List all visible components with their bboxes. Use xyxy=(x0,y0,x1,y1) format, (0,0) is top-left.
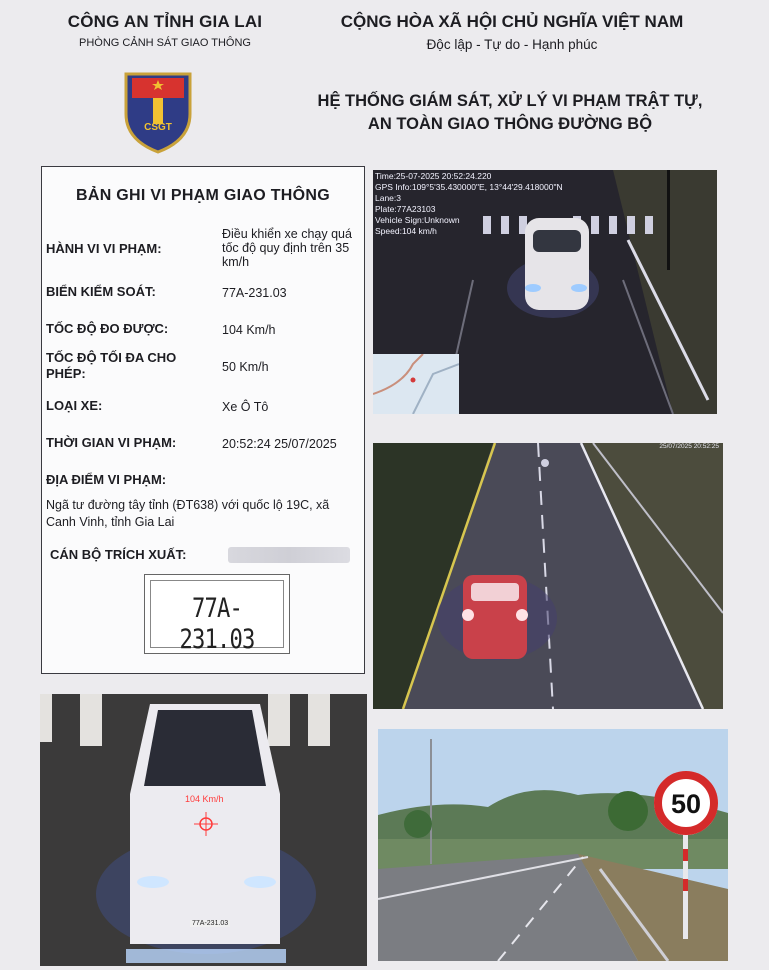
violation-time-label: THỜI GIAN VI PHẠM: xyxy=(46,435,177,450)
csgt-emblem-icon xyxy=(122,68,194,154)
violation-time-value: 20:52:24 25/07/2025 xyxy=(222,437,337,451)
national-header xyxy=(292,12,732,52)
overlay-vehicle-sign: Vehicle Sign:Unknown xyxy=(375,215,460,225)
location-value: Ngã tư đường tây tỉnh (ĐT638) với quốc lộ 19C, xã Canh Vinh, tỉnh Gia Lai xyxy=(46,498,330,529)
overlay-gps: GPS Info:109°5'35.430000"E, 13°44'29.418000"N xyxy=(375,182,563,192)
plate-label: BIỂN KIỂM SOÁT: xyxy=(46,284,156,299)
location-minimap xyxy=(373,354,459,414)
camera-photo-overhead xyxy=(373,170,717,414)
vehicle-plate: 77A-231.03 xyxy=(192,920,229,927)
agency-name: CÔNG AN TỈNH GIA LAI xyxy=(67,12,263,31)
violation-record-panel xyxy=(41,166,365,674)
vehicle-type-value: Xe Ô Tô xyxy=(222,400,269,414)
emblem-label: CSGT xyxy=(144,122,172,133)
measured-speed-label: TỐC ĐỘ ĐO ĐƯỢC: xyxy=(46,321,169,336)
speed-limit-value: 50 xyxy=(670,789,702,819)
location-label: ĐỊA ĐIỂM VI PHẠM: xyxy=(46,472,167,487)
overlay-plate: Plate:77A23103 xyxy=(375,204,436,214)
speed-marker: 104 Km/h xyxy=(185,794,224,804)
behavior-label: HÀNH VI VI PHẠM: xyxy=(46,241,162,256)
system-title-line-2: AN TOÀN GIAO THÔNG ĐƯỜNG BỘ xyxy=(367,115,653,133)
camera-photo-closeup xyxy=(40,694,367,966)
license-plate-text: 77A-231.03 xyxy=(179,593,255,655)
system-title xyxy=(270,90,750,136)
plate-value: 77A-231.03 xyxy=(222,286,287,300)
redacted-officer-name xyxy=(228,547,350,563)
overlay-speed: Speed:104 km/h xyxy=(375,226,437,236)
max-speed-value: 50 Km/h xyxy=(222,360,269,374)
overlay-time: Time:25-07-2025 20:52:24.220 xyxy=(375,171,492,181)
issuing-agency-block xyxy=(40,12,290,49)
camera-photo-road xyxy=(373,443,723,709)
camera-data-overlay xyxy=(375,171,563,237)
department-name: PHÒNG CẢNH SÁT GIAO THÔNG xyxy=(79,37,251,49)
system-title-line-1: HỆ THỐNG GIÁM SÁT, XỬ LÝ VI PHẠM TRẬT TỰ, xyxy=(317,92,703,110)
behavior-value: Điều khiển xe chạy quá tốc độ quy định trên 35 km/h xyxy=(222,227,352,269)
officer-label: CÁN BỘ TRÍCH XUẤT: xyxy=(50,547,187,562)
measured-speed-value: 104 Km/h xyxy=(222,323,276,337)
speed-limit-sign-icon xyxy=(652,769,720,837)
max-speed-label: TỐC ĐỘ TỐI ĐA CHO PHÉP: xyxy=(46,350,177,381)
national-motto: Độc lập - Tự do - Hạnh phúc xyxy=(426,37,598,52)
camera-timestamp: 25/07/2025 20:52:25 xyxy=(659,443,719,450)
vehicle-type-label: LOẠI XE: xyxy=(46,398,103,413)
camera-photo-speed-sign xyxy=(378,729,728,961)
license-plate-image xyxy=(144,574,290,654)
overlay-lane: Lane:3 xyxy=(375,193,401,203)
country-name: CỘNG HÒA XÃ HỘI CHỦ NGHĨA VIỆT NAM xyxy=(340,12,684,31)
record-title: BẢN GHI VI PHẠM GIAO THÔNG xyxy=(75,187,331,204)
